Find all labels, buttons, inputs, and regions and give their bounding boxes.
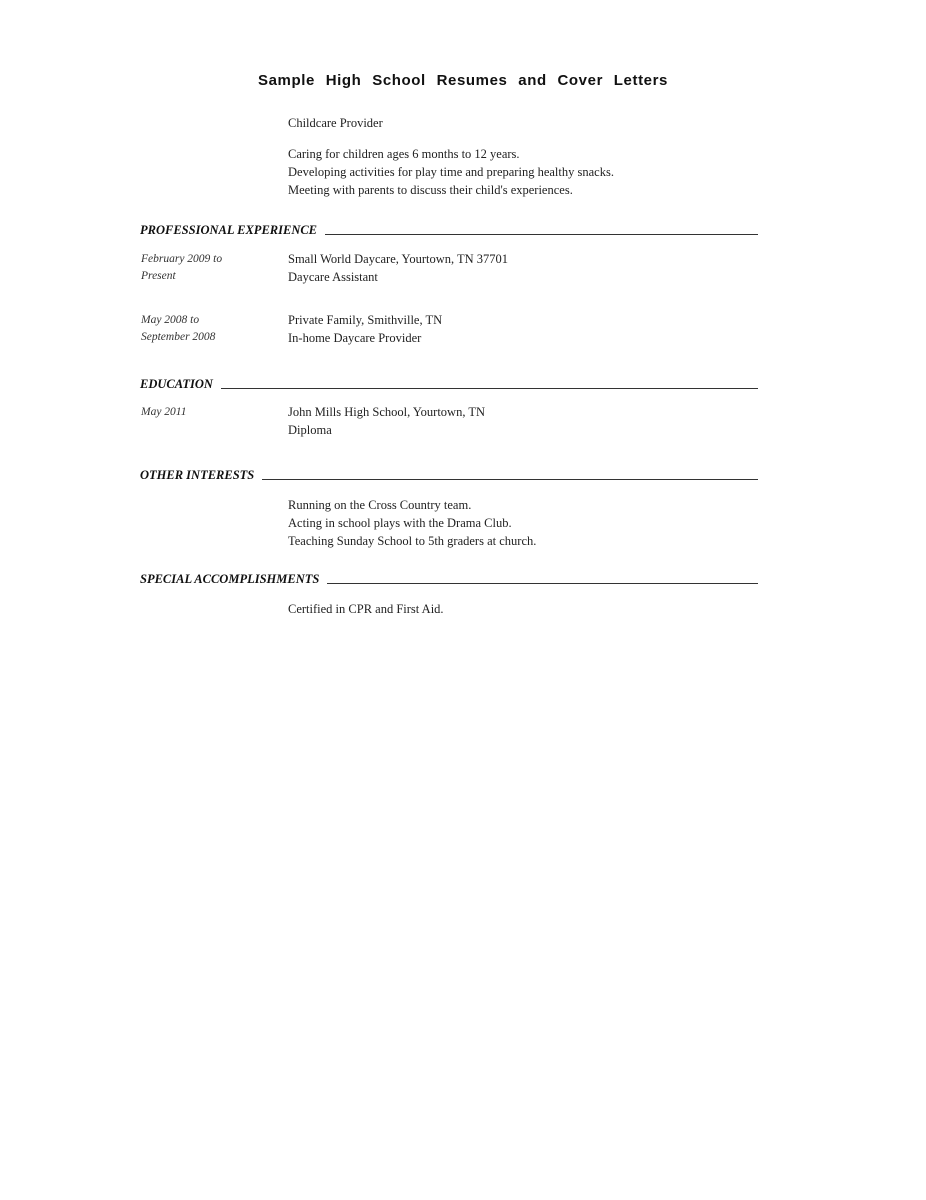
employer: Small World Daycare, Yourtown, TN 37701 bbox=[288, 252, 509, 266]
page-title: Sample High School Resumes and Cover Letters bbox=[258, 72, 668, 89]
interest-item: Acting in school plays with the Drama Club. bbox=[288, 516, 512, 530]
experience-date bbox=[141, 312, 215, 346]
position: In-home Daycare Provider bbox=[288, 331, 422, 345]
section-heading: SPECIAL ACCOMPLISHMENTS bbox=[140, 572, 320, 586]
duty-item: Caring for children ages 6 months to 12 years. bbox=[288, 147, 520, 161]
interests-list bbox=[288, 496, 536, 550]
employer: Private Family, Smithville, TN bbox=[288, 313, 443, 327]
education-entry bbox=[288, 403, 485, 439]
accomplishment-item: Certified in CPR and First Aid. bbox=[288, 602, 444, 616]
experience-date bbox=[141, 251, 222, 285]
duty-item: Meeting with parents to discuss their child's experiences. bbox=[288, 183, 573, 197]
experience-entry bbox=[288, 311, 442, 347]
section-rule bbox=[221, 388, 758, 389]
section-professional-experience bbox=[140, 218, 758, 238]
section-education bbox=[140, 372, 758, 392]
school: John Mills High School, Yourtown, TN bbox=[288, 405, 486, 419]
section-other-interests bbox=[140, 463, 758, 483]
credential: Diploma bbox=[288, 423, 332, 437]
section-rule bbox=[325, 234, 758, 235]
position: Daycare Assistant bbox=[288, 270, 378, 284]
duties-list bbox=[288, 145, 614, 199]
date-line: February 2009 to bbox=[141, 253, 223, 265]
date-line: Present bbox=[141, 270, 176, 282]
date-line: September 2008 bbox=[141, 331, 216, 343]
interest-item: Running on the Cross Country team. bbox=[288, 498, 472, 512]
section-rule bbox=[327, 583, 758, 584]
duty-item: Developing activities for play time and preparing healthy snacks. bbox=[288, 165, 614, 179]
section-heading: OTHER INTERESTS bbox=[140, 468, 255, 482]
section-special-accomplishments bbox=[140, 567, 758, 587]
date-line: May 2008 to bbox=[141, 314, 200, 326]
section-heading: PROFESSIONAL EXPERIENCE bbox=[140, 223, 318, 237]
experience-entry bbox=[288, 250, 508, 286]
accomplishments-list bbox=[288, 600, 444, 618]
interest-item: Teaching Sunday School to 5th graders at church. bbox=[288, 534, 537, 548]
section-rule bbox=[262, 479, 758, 480]
education-date: May 2011 bbox=[141, 406, 187, 418]
section-heading: EDUCATION bbox=[140, 377, 213, 391]
role-title: Childcare Provider bbox=[288, 116, 383, 130]
